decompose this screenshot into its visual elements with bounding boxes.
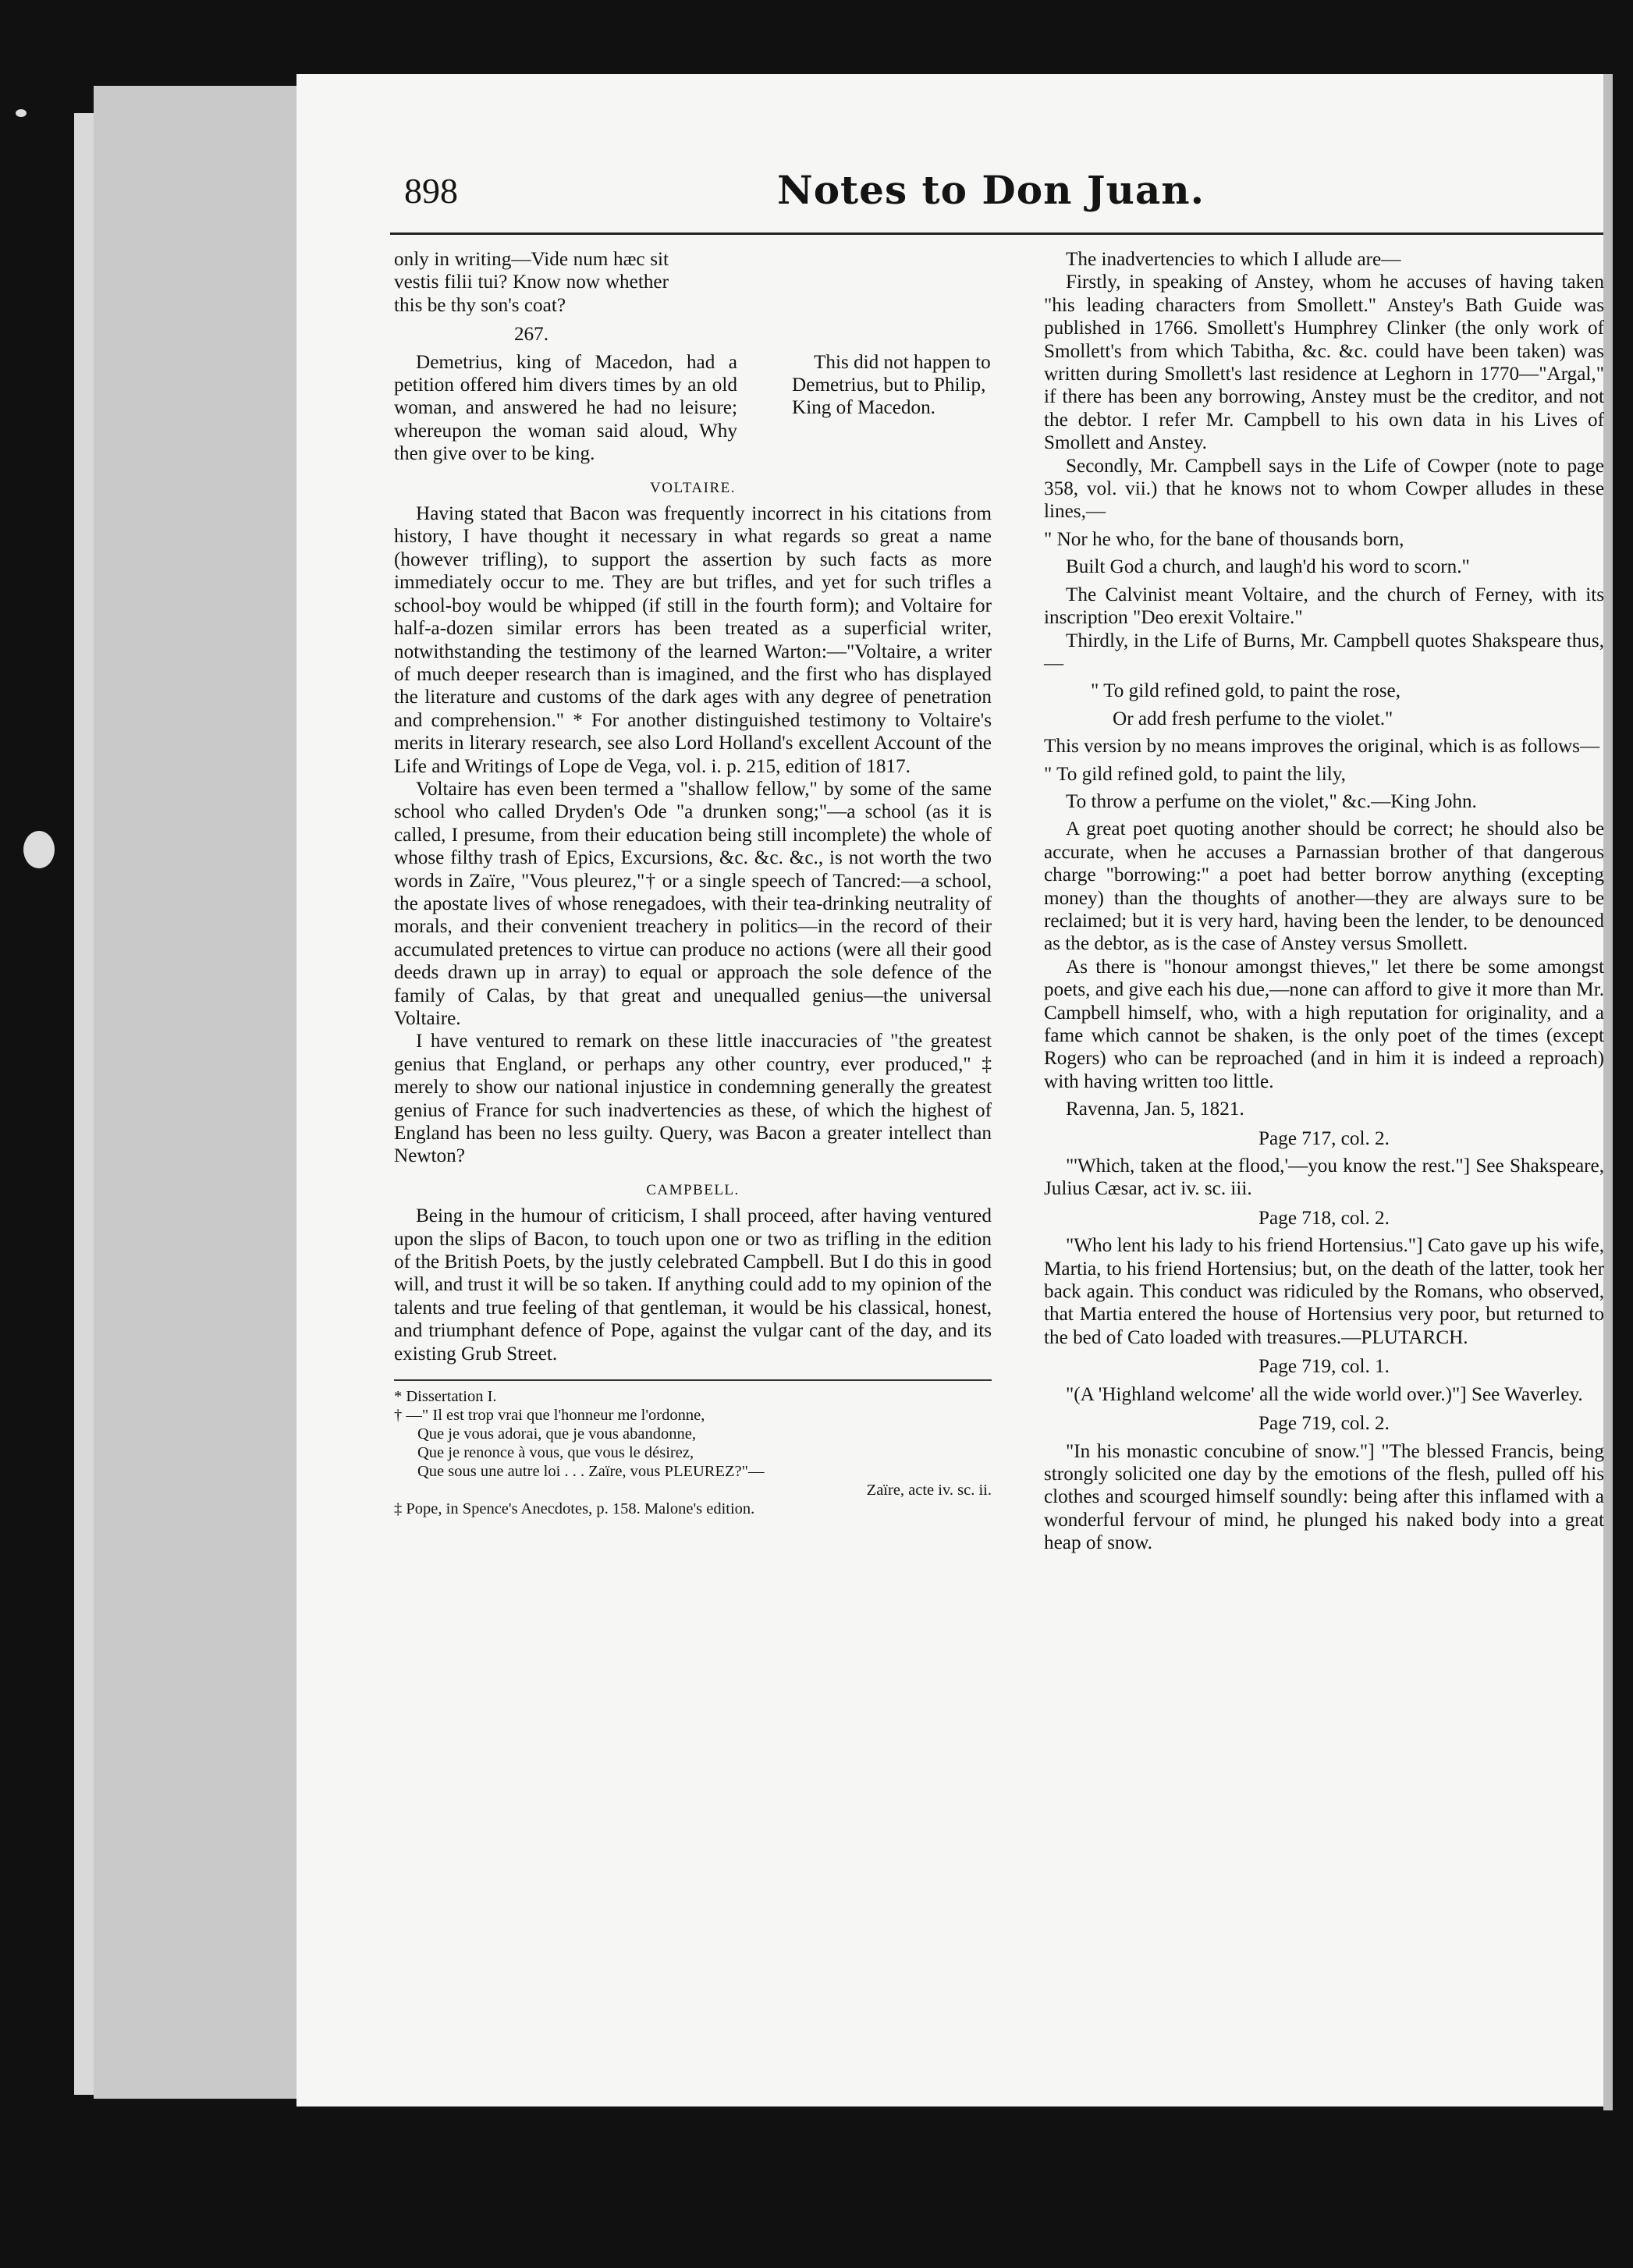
note-719-col2: "In his monastic concubine of snow."] "The blessed Francis, being strongly solicited one day by the emotions of the flesh, pulled off his clothes and scourged himself soundly: being after this inflamed with a wonderful fervour of mind, he plunged his naked body into a great heap of snow.	[1044, 1440, 1604, 1554]
footnote-rule	[394, 1379, 992, 1381]
demetrius-text: Demetrius, king of Macedon, had a petition offered him divers times by an old woman, and answered he had no leisure; whereupon the woman said aloud, Why then give over to be king.	[394, 351, 737, 465]
voltaire-paragraph-3: I have ventured to remark on these little inaccuracies of "the greatest genius that England, or perhaps any other country, ever produced," ‡ merely to show our national injustice in condemning generally the greatest genius of France for such inadvertencies as these, of which the highest of England has been no less guilty. Query, was Bacon a greater intellect than Newton?	[394, 1031, 992, 1167]
burns-quote-line-1: " To gild refined gold, to paint the rose,	[1091, 680, 1400, 702]
thirdly-paragraph: Thirdly, in the Life of Burns, Mr. Campbell quotes Shakspeare thus,—	[1044, 630, 1604, 674]
campbell-paragraph-1: Being in the humour of criticism, I shall proceed, after having ventured upon the slips of Bacon, to touch upon one or two as trifling in the edition of the British Poets, by the justly celebrated Campbell. But I do this in good will, and trust it will be so taken. If anything could add to my opinion of the talents and true feeling of that gentleman, it would be his classical, honest, and triumphant defence of Pope, against the vulgar cant of the day, and its existing Grub Street.	[394, 1205, 992, 1365]
running-header	[390, 167, 1592, 225]
scan-blot	[23, 831, 55, 868]
note-717: "'Which, taken at the flood,'—you know the rest."] See Shakspeare, Julius Cæsar, act iv. sc. iii.	[1044, 1155, 1604, 1200]
header-rule	[390, 232, 1603, 235]
right-column	[1044, 248, 1604, 1555]
page-stack-edge	[94, 86, 296, 2099]
great-poet-paragraph: A great poet quoting another should be correct; he should also be accurate, when he accuses a Parnassian brother of that dangerous charge "borrowing:" a poet had better borrow anything (excepting money) than the thoughts of another—they are always sure to be reclaimed; but it is very hard, having been the lender, to be denounced as the debtor, as is the case of Anstey versus Smollett.	[1044, 818, 1604, 955]
dateline: Ravenna, Jan. 5, 1821.	[1066, 1099, 1244, 1120]
footnote-1: * Dissertation I.	[394, 1388, 497, 1406]
footnotes	[394, 1387, 992, 1518]
footnote-2-line-1: † —" Il est trop vrai que l'honneur me l'ordonne,	[394, 1407, 705, 1425]
demetrius-note: This did not happen to Demetrius, but to Philip, King of Macedon.	[792, 351, 991, 419]
page-719-col1-heading: Page 719, col. 1.	[1258, 1356, 1390, 1378]
note-719-col1: "(A 'Highland welcome' all the wide world over.)"] See Waverley.	[1066, 1383, 1583, 1405]
note-718: "Who lent his lady to his friend Hortensius."] Cato gave up his wife, Martia, to his friend Hortensius; but, on the death of the latter, took her back again. This conduct was ridiculed by the Romans, who observed, that Martia entered the house of Hortensius very poor, but returned to the bed of Cato loaded with treasures.—PLUTARCH.	[1044, 1235, 1604, 1348]
page-717-heading: Page 717, col. 2.	[1258, 1127, 1390, 1149]
scan-speck	[16, 109, 27, 117]
cowper-quote-line-2: Built God a church, and laugh'd his word to scorn."	[1066, 556, 1470, 578]
left-column	[394, 248, 992, 1518]
secondly-paragraph: Secondly, Mr. Campbell says in the Life of Cowper (note to page 358, vol. vii.) that he knows not to whom Cowper alludes in these lines,—	[1044, 455, 1604, 523]
footnote-2-line-3: Que je renonce à vous, que vous le désirez,	[417, 1444, 694, 1462]
footnote-3: ‡ Pope, in Spence's Anecdotes, p. 158. Malone's edition.	[394, 1500, 755, 1518]
firstly-paragraph: Firstly, in speaking of Anstey, whom he accuses of having taken "his leading characters from Smollett." Anstey's Bath Guide was published in 1766. Smollett's Humphrey Clinker (the only work of Smollett's from which Tabitha, &c. &c. could have been taken) was written during Smollett's last residence at Leghorn in 1770—"Argal," if there has been any borrowing, Anstey must be the creditor, and not the debtor. I refer Mr. Campbell to his own data in his Lives of Smollett and Anstey.	[1044, 272, 1604, 454]
voltaire-paragraph-1: Having stated that Bacon was frequently incorrect in his citations from history, I have thought it necessary in what regards so great a name (however trifling), to support the assertion by such facts as more immediately occur to me. They are but trifles, and yet for such trifles a school-boy would be whipped (if still in the fourth form); and Voltaire for half-a-dozen similar errors has been treated as a superficial writer, notwithstanding the testimony of the learned Warton:—"Voltaire, a writer of much deeper research than is imagined, and the first who has displayed the literature and customs of the dark ages with any degree of penetration and comprehension." * For another distinguished testimony to Voltaire's merits in literary research, see also Lord Holland's excellent Account of the Life and Writings of Lope de Vega, vol. i. p. 215, edition of 1817.	[394, 503, 992, 777]
voltaire-heading: VOLTAIRE.	[650, 479, 736, 496]
page-719-col2-heading: Page 719, col. 2.	[1258, 1413, 1390, 1435]
apophthegm-block	[394, 351, 992, 466]
running-title: Notes to Don Juan.	[776, 167, 1205, 213]
voltaire-paragraph-2: Voltaire has even been termed a "shallow fellow," by some of the same school who called Dryden's Ode "a drunken song;"—a school (as it is called, I presume, from their education being still incomplete) the whole of whose filthy trash of Epics, Excursions, &c. &c. &c., is not worth the two words in Zaïre, "Vous pleurez,"† or a single speech of Tancred:—a school, the apostate lives of whose renegadoes, with their tea-drinking neutrality of morals, and their convenient treachery in politics—in the record of their accumulated pretences to virtue can produce no actions (were all their good deeds drawn up in array) to equal or approach the sole defence of the family of Calas, by that great and unequalled genius—the universal Voltaire.	[394, 778, 992, 1029]
page-number: 898	[404, 171, 458, 211]
king-john-quote-line-2: To throw a perfume on the violet," &c.—King John.	[1066, 790, 1477, 812]
version-paragraph: This version by no means improves the original, which is as follows—	[1044, 736, 1600, 758]
footnote-2-line-2: Que je vous adorai, que je vous abandonne,	[417, 1425, 696, 1443]
opening-text: only in writing—Vide num hæc sit vestis filii tui? Know now whether this be thy son's coat?	[394, 249, 669, 316]
cowper-quote-line-1: " Nor he who, for the bane of thousands born,	[1044, 528, 1404, 550]
footnote-2-line-4: Que sous une autre loi . . . Zaïre, vous PLEUREZ?"—	[417, 1463, 765, 1481]
footnote-2-source: Zaïre, acte iv. sc. ii.	[866, 1482, 992, 1500]
burns-quote-line-2: Or add fresh perfume to the violet."	[1113, 708, 1393, 729]
inadvertencies-intro: The inadvertencies to which I allude are—	[1066, 249, 1401, 270]
page-right-edge	[1603, 74, 1613, 2110]
apophthegm-number: 267.	[513, 324, 549, 346]
page-718-heading: Page 718, col. 2.	[1258, 1207, 1390, 1229]
campbell-heading: CAMPBELL.	[646, 1181, 740, 1198]
king-john-quote-line-1: " To gild refined gold, to paint the lily,	[1044, 763, 1346, 785]
honour-paragraph: As there is "honour amongst thieves," let there be some amongst poets, and give each his due,—none can afford to give it more than Mr. Campbell himself, who, with a high reputation for originality, and a fame which cannot be shaken, is the only poet of the times (except Rogers) who can be reproached (and in him it is indeed a reproach) with having written too little.	[1044, 956, 1604, 1092]
calvinist-paragraph: The Calvinist meant Voltaire, and the church of Ferney, with its inscription "Deo erexit Voltaire."	[1044, 584, 1604, 629]
